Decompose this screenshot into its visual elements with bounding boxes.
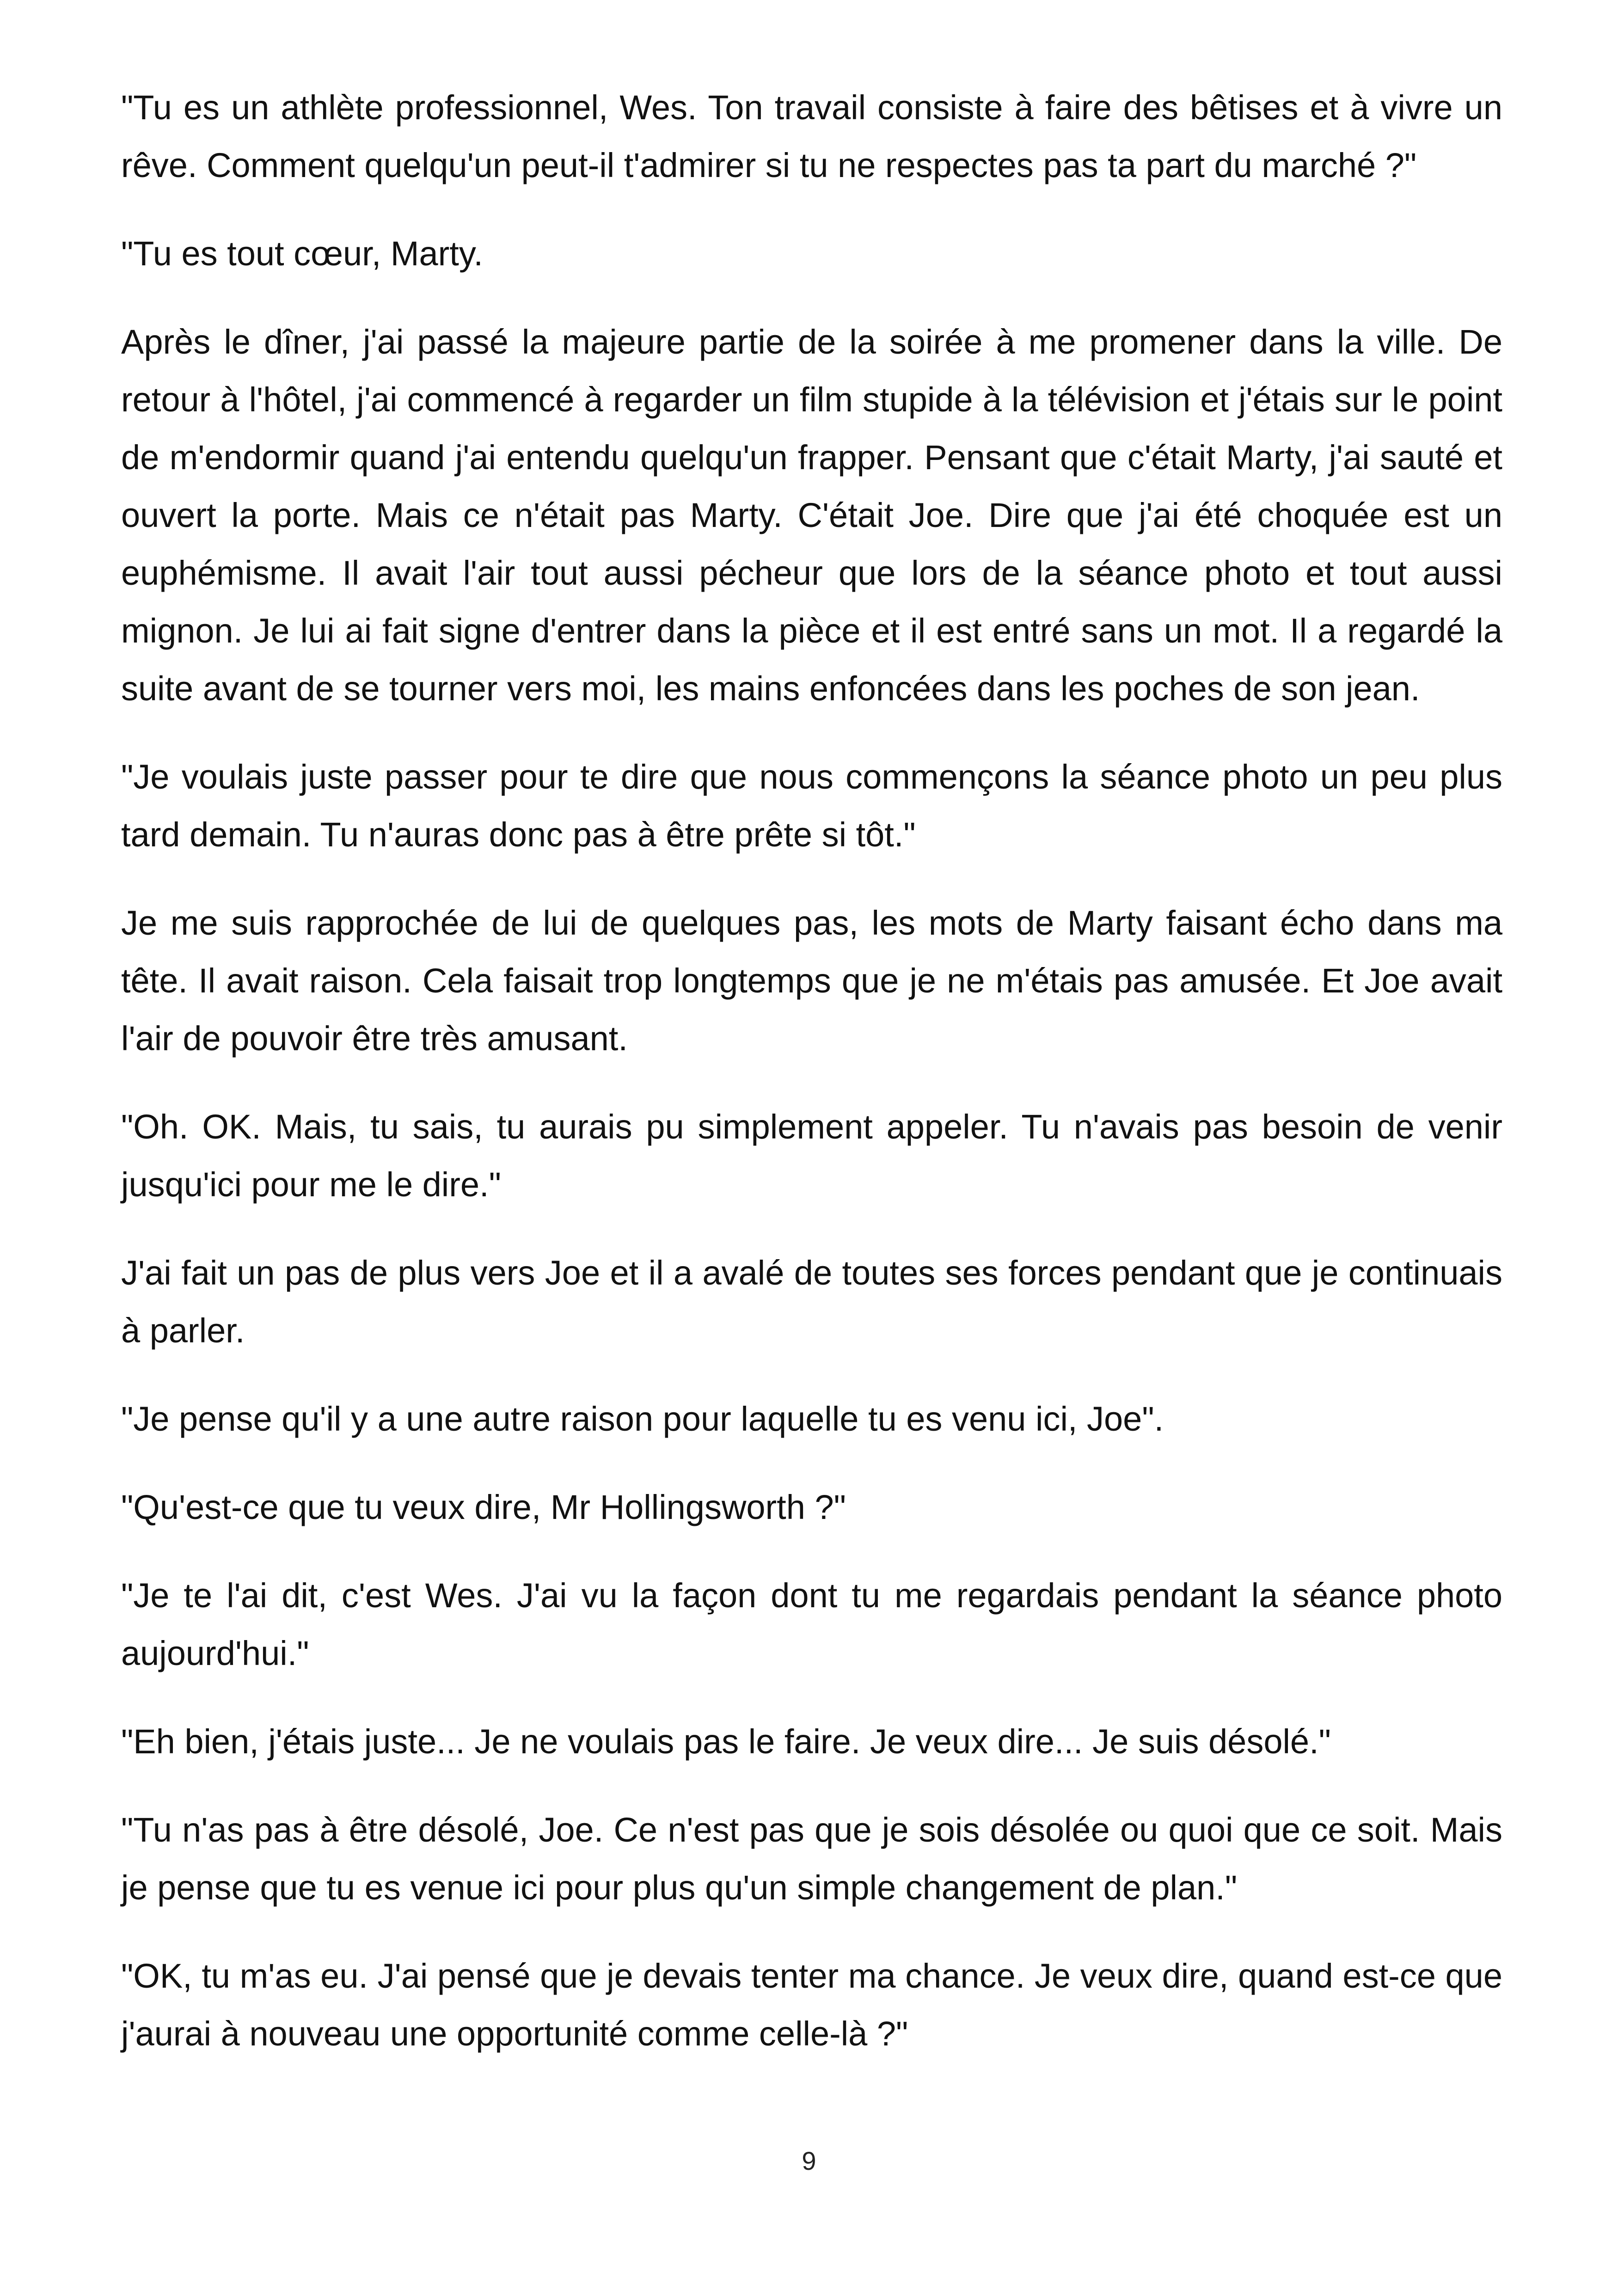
paragraph: "Je voulais juste passer pour te dire que nous commençons la séance photo un peu plus tard demain. Tu n'auras donc pas à être prête si tôt."	[121, 758, 1502, 854]
paragraph: "Je pense qu'il y a une autre raison pour laquelle tu es venu ici, Joe".	[121, 1400, 1164, 1438]
paragraph: "Eh bien, j'étais juste... Je ne voulais pas le faire. Je veux dire... Je suis désolé."	[121, 1722, 1331, 1761]
paragraph: Après le dîner, j'ai passé la majeure partie de la soirée à me promener dans la ville. De retour à l'hôtel, j'ai commencé à regarder un film stupide à la télévision et j'étais sur le point de m'endormir quand j'ai entendu quelqu'un frapper. Pensant que c'était Marty, j'ai sauté et ouvert la porte. Mais ce n'était pas Marty. C'était Joe. Dire que j'ai été choquée est un euphémisme. Il avait l'air tout aussi pécheur que lors de la séance photo et tout aussi mignon. Je lui ai fait signe d'entrer dans la pièce et il est entré sans un mot. Il a regardé la suite avant de se tourner vers moi, les mains enfoncées dans les poches de son jean.	[121, 323, 1502, 708]
document-body	[121, 79, 1502, 2093]
paragraph: "OK, tu m'as eu. J'ai pensé que je devais tenter ma chance. Je veux dire, quand est-ce que j'aurai à nouveau une opportunité comme celle-là ?"	[121, 1957, 1502, 2053]
paragraph: "Tu es tout cœur, Marty.	[121, 234, 483, 273]
paragraph: "Tu n'as pas à être désolé, Joe. Ce n'est pas que je sois désolée ou quoi que ce soit. Mais je pense que tu es venue ici pour plus qu'un simple changement de plan."	[121, 1811, 1502, 1907]
page-number: 9	[802, 2146, 816, 2175]
paragraph: "Tu es un athlète professionnel, Wes. Ton travail consiste à faire des bêtises et à vivre un rêve. Comment quelqu'un peut-il t'admirer si tu ne respectes pas ta part du marché ?"	[121, 88, 1502, 184]
paragraph: Je me suis rapprochée de lui de quelques pas, les mots de Marty faisant écho dans ma tête. Il avait raison. Cela faisait trop longtemps que je ne m'étais pas amusée. Et Joe avait l'air de pouvoir être très amusant.	[121, 904, 1502, 1058]
paragraph: "Je te l'ai dit, c'est Wes. J'ai vu la façon dont tu me regardais pendant la séance photo aujourd'hui."	[121, 1576, 1502, 1672]
paragraph: "Qu'est-ce que tu veux dire, Mr Hollingsworth ?"	[121, 1488, 846, 1526]
paragraph: "Oh. OK. Mais, tu sais, tu aurais pu simplement appeler. Tu n'avais pas besoin de venir jusqu'ici pour me le dire."	[121, 1108, 1502, 1204]
paragraph: J'ai fait un pas de plus vers Joe et il a avalé de toutes ses forces pendant que je continuais à parler.	[121, 1254, 1502, 1350]
